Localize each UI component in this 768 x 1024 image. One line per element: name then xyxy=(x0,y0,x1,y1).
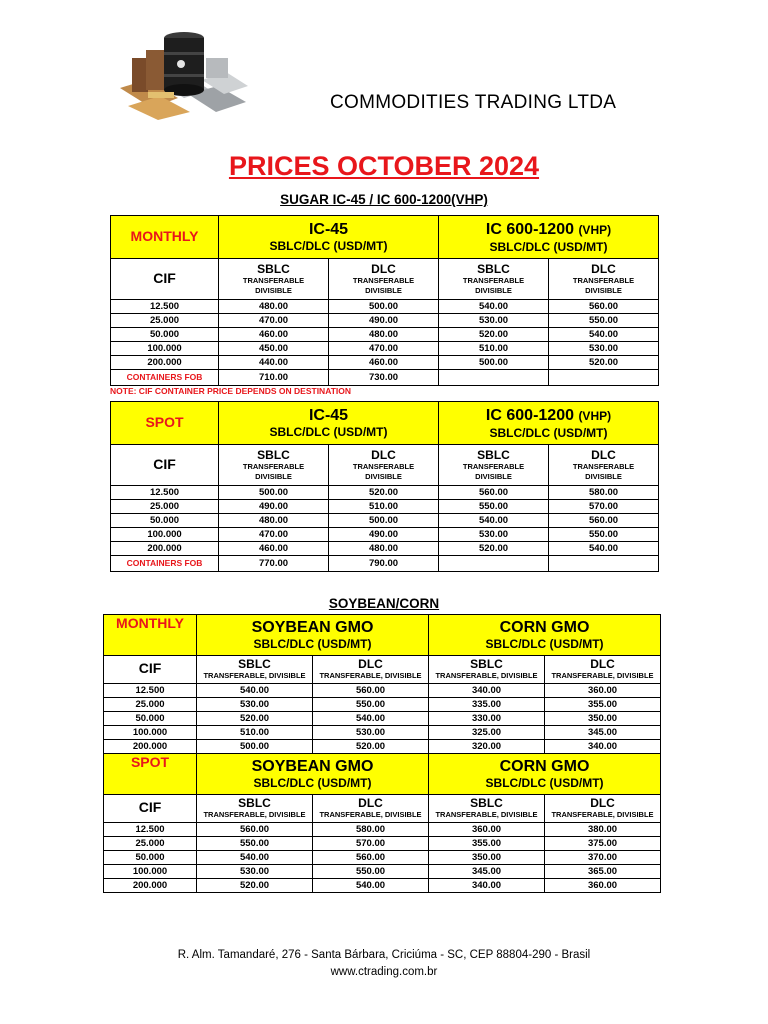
containers-row: CONTAINERS FOB 770.00 790.00 xyxy=(111,556,659,572)
soy-monthly-table xyxy=(103,614,661,893)
cif-header: CIF xyxy=(104,656,197,684)
cif-note: NOTE: CIF CONTAINER PRICE DEPENDS ON DESTINATION xyxy=(110,386,352,396)
sblc-header: SBLC TRANSFERABLE, DIVISIBLE xyxy=(429,795,545,823)
product-header-soybean: SOYBEAN GMO SBLC/DLC (USD/MT) xyxy=(197,754,429,795)
table-row: 12.500 540.00 560.00 340.00 360.00 xyxy=(104,684,661,698)
soy-section-title: SOYBEAN/CORN xyxy=(328,596,440,611)
dlc-header: DLC TRANSFERABLE, DIVISIBLE xyxy=(313,656,429,684)
table-row: 12.500 480.00 500.00 540.00 560.00 xyxy=(111,300,659,314)
table-row: 100.000 510.00 530.00 325.00 345.00 xyxy=(104,726,661,740)
sblc-header: SBLC TRANSFERABLE DIVISIBLE xyxy=(439,259,549,300)
product-header-corn: CORN GMO SBLC/DLC (USD/MT) xyxy=(429,754,661,795)
dlc-header: DLC TRANSFERABLE, DIVISIBLE xyxy=(313,795,429,823)
containers-row: CONTAINERS FOB 710.00 730.00 xyxy=(111,370,659,386)
table-row: 200.000 440.00 460.00 500.00 520.00 xyxy=(111,356,659,370)
table-row: 200.000 460.00 480.00 520.00 540.00 xyxy=(111,542,659,556)
sblc-header: SBLC TRANSFERABLE DIVISIBLE xyxy=(439,445,549,486)
dlc-header: DLC TRANSFERABLE DIVISIBLE xyxy=(549,259,659,300)
table-row: 12.500 500.00 520.00 560.00 580.00 xyxy=(111,486,659,500)
table-row: 200.000 520.00 540.00 340.00 360.00 xyxy=(104,879,661,893)
sugar-spot-table xyxy=(110,401,659,572)
sblc-header: SBLC TRANSFERABLE, DIVISIBLE xyxy=(197,656,313,684)
dlc-header: DLC TRANSFERABLE DIVISIBLE xyxy=(329,259,439,300)
product-header-ic45: IC-45 SBLC/DLC (USD/MT) xyxy=(219,402,439,445)
table-row: 50.000 520.00 540.00 330.00 350.00 xyxy=(104,712,661,726)
table-row: 100.000 450.00 470.00 510.00 530.00 xyxy=(111,342,659,356)
cif-header: CIF xyxy=(104,795,197,823)
dlc-header: DLC TRANSFERABLE, DIVISIBLE xyxy=(545,795,661,823)
sblc-header: SBLC TRANSFERABLE DIVISIBLE xyxy=(219,445,329,486)
company-logo xyxy=(118,28,250,120)
table-row: 100.000 530.00 550.00 345.00 365.00 xyxy=(104,865,661,879)
period-label: MONTHLY xyxy=(104,615,197,656)
footer-website[interactable]: www.ctrading.com.br xyxy=(330,966,438,978)
table-row: 50.000 540.00 560.00 350.00 370.00 xyxy=(104,851,661,865)
table-row: 100.000 470.00 490.00 530.00 550.00 xyxy=(111,528,659,542)
table-row: 25.000 550.00 570.00 355.00 375.00 xyxy=(104,837,661,851)
product-header-vhp: IC 600-1200 (VHP) SBLC/DLC (USD/MT) xyxy=(439,402,659,445)
cif-header: CIF xyxy=(111,445,219,486)
company-name: COMMODITIES TRADING LTDA xyxy=(330,92,617,113)
table-row: 25.000 470.00 490.00 530.00 550.00 xyxy=(111,314,659,328)
table-row: 50.000 480.00 500.00 540.00 560.00 xyxy=(111,514,659,528)
table-row: 12.500 560.00 580.00 360.00 380.00 xyxy=(104,823,661,837)
page-title: PRICES OCTOBER 2024 xyxy=(228,151,540,181)
product-header-vhp: IC 600-1200 (VHP) SBLC/DLC (USD/MT) xyxy=(439,216,659,259)
sugar-section-title: SUGAR IC-45 / IC 600-1200(VHP) xyxy=(280,192,488,207)
table-row: 50.000 460.00 480.00 520.00 540.00 xyxy=(111,328,659,342)
table-row: 25.000 530.00 550.00 335.00 355.00 xyxy=(104,698,661,712)
product-header-corn: CORN GMO SBLC/DLC (USD/MT) xyxy=(429,615,661,656)
table-row: 200.000 500.00 520.00 320.00 340.00 xyxy=(104,740,661,754)
footer-address: R. Alm. Tamandaré, 276 - Santa Bárbara, Criciúma - SC, CEP 88804-290 - Brasil xyxy=(177,949,591,961)
sblc-header: SBLC TRANSFERABLE DIVISIBLE xyxy=(219,259,329,300)
dlc-header: DLC TRANSFERABLE DIVISIBLE xyxy=(549,445,659,486)
product-header-ic45: IC-45 SBLC/DLC (USD/MT) xyxy=(219,216,439,259)
period-label: SPOT xyxy=(111,402,219,445)
product-header-soybean: SOYBEAN GMO SBLC/DLC (USD/MT) xyxy=(197,615,429,656)
sblc-header: SBLC TRANSFERABLE, DIVISIBLE xyxy=(429,656,545,684)
table-row: 25.000 490.00 510.00 550.00 570.00 xyxy=(111,500,659,514)
dlc-header: DLC TRANSFERABLE, DIVISIBLE xyxy=(545,656,661,684)
sugar-monthly-table xyxy=(110,215,659,386)
cif-header: CIF xyxy=(111,259,219,300)
period-label: MONTHLY xyxy=(111,216,219,259)
sblc-header: SBLC TRANSFERABLE, DIVISIBLE xyxy=(197,795,313,823)
dlc-header: DLC TRANSFERABLE DIVISIBLE xyxy=(329,445,439,486)
period-label: SPOT xyxy=(104,754,197,795)
